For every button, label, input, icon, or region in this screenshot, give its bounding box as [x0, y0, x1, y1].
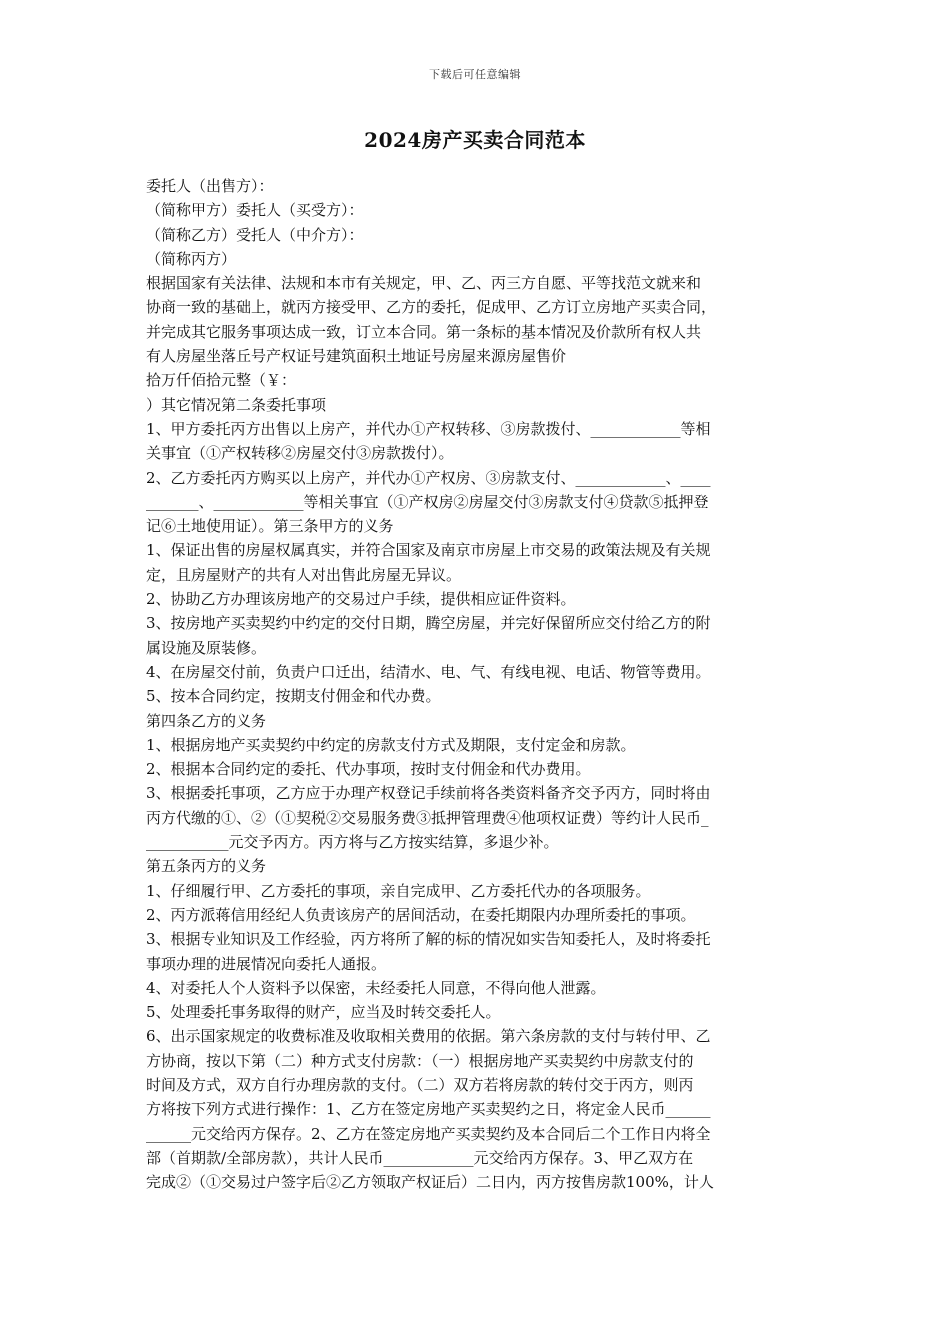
document-line: 6、出示国家规定的收费标准及收取相关费用的依据。第六条房款的支付与转付甲、乙	[146, 1027, 711, 1046]
document-line: （简称乙方）受托人（中介方）：	[146, 225, 364, 244]
document-line: 2、乙方委托丙方购买以上房产，并代办①产权房、③房款支付、____________、____	[146, 468, 711, 487]
document-line: 有人房屋坐落丘号产权证号建筑面积土地证号房屋来源房屋售价	[146, 347, 567, 366]
document-line: 并完成其它服务事项达成一致，订立本合同。第一条标的基本情况及价款所有权人共	[146, 322, 702, 341]
document-line: 根据国家有关法律、法规和本市有关规定，甲、乙、丙三方自愿、平等找范文就来和	[146, 274, 702, 293]
document-line: 部（首期款/全部房款），共计人民币____________元交给丙方保存。3、甲乙双方在	[146, 1148, 694, 1167]
document-line: 1、保证出售的房屋权属真实，并符合国家及南京市房屋上市交易的政策法规及有关规	[146, 541, 711, 560]
document-line: 4、在房屋交付前，负责户口迁出，结清水、电、气、有线电视、电话、物管等费用。	[146, 662, 711, 681]
document-line: 2、丙方派蒋信用经纪人负责该房产的居间活动，在委托期限内办理所委托的事项。	[146, 905, 696, 924]
document-line: 拾万仟佰拾元整（￥：	[146, 371, 297, 390]
document-line: 5、按本合同约定，按期支付佣金和代办费。	[146, 687, 441, 706]
document-line: 方协商，按以下第（二）种方式支付房款：（一）根据房地产买卖契约中房款支付的	[146, 1051, 694, 1070]
document-line: ___________元交予丙方。丙方将与乙方按实结算，多退少补。	[146, 833, 559, 852]
document-line: ______元交给丙方保存。2、乙方在签定房地产买卖契约及本合同后二个工作日内将全	[146, 1124, 711, 1143]
document-line: 3、根据专业知识及工作经验，丙方将所了解的标的情况如实告知委托人，及时将委托	[146, 930, 711, 949]
document-line: 2、根据本合同约定的委托、代办事项，按时支付佣金和代办费用。	[146, 760, 591, 779]
document-line: 完成②（①交易过户签字后②乙方领取产权证后）二日内，丙方按售房款100%，计人	[146, 1173, 714, 1192]
document-line: 记⑥土地使用证）。第三条甲方的义务	[146, 517, 394, 536]
document-line: 第四条乙方的义务	[146, 711, 267, 730]
document-line: 1、根据房地产买卖契约中约定的房款支付方式及期限，支付定金和房款。	[146, 735, 636, 754]
document-line: 5、处理委托事务取得的财产，应当及时转交委托人。	[146, 1003, 501, 1022]
document-line: ）其它情况第二条委托事项	[146, 395, 327, 414]
document-line: 2、协助乙方办理该房地产的交易过户手续，提供相应证件资料。	[146, 590, 576, 609]
document-line: 属设施及原装修。	[146, 638, 267, 657]
document-line: 1、甲方委托丙方出售以上房产，并代办①产权转移、③房款拨付、____________等相	[146, 419, 711, 438]
document-line: _______、____________等相关事宜（①产权房②房屋交付③房款支付④贷款⑤抵押登	[146, 492, 709, 511]
document-line: （简称甲方）委托人（买受方）：	[146, 201, 364, 220]
document-line: 1、仔细履行甲、乙方委托的事项，亲自完成甲、乙方委托代办的各项服务。	[146, 881, 651, 900]
document-line: 方将按下列方式进行操作：1、乙方在签定房地产买卖契约之日，将定金人民币______	[146, 1100, 711, 1119]
document-line: 第五条丙方的义务	[146, 857, 267, 876]
document-line: 关事宜（①产权转移②房屋交付③房款拨付）。	[146, 444, 454, 463]
document-line: 4、对委托人个人资料予以保密，未经委托人同意，不得向他人泄露。	[146, 978, 606, 997]
document-line: 事项办理的进展情况向委托人通报。	[146, 954, 387, 973]
document-title: 2024房产买卖合同范本	[364, 128, 586, 152]
document-line: 3、根据委托事项，乙方应于办理产权登记手续前将各类资料备齐交予丙方，同时将由	[146, 784, 711, 803]
document-line: 委托人（出售方）：	[146, 177, 274, 195]
document-line: 丙方代缴的①、②（①契税②交易服务费③抵押管理费④他项权证费）等约计人民币_	[146, 808, 709, 827]
page-header-note: 下载后可任意编辑	[429, 68, 521, 81]
document-line: 时间及方式，双方自行办理房款的支付。（二）双方若将房款的转付交于丙方，则丙	[146, 1075, 694, 1094]
document-line: （简称丙方）	[146, 249, 237, 268]
document-body	[146, 174, 806, 1194]
document-line: 定，且房屋财产的共有人对出售此房屋无异议。	[146, 565, 462, 584]
document-line: 3、按房地产买卖契约中约定的交付日期，腾空房屋，并完好保留所应交付给乙方的附	[146, 614, 711, 633]
document-line: 协商一致的基础上，就丙方接受甲、乙方的委托，促成甲、乙方订立房地产买卖合同，	[146, 298, 717, 317]
